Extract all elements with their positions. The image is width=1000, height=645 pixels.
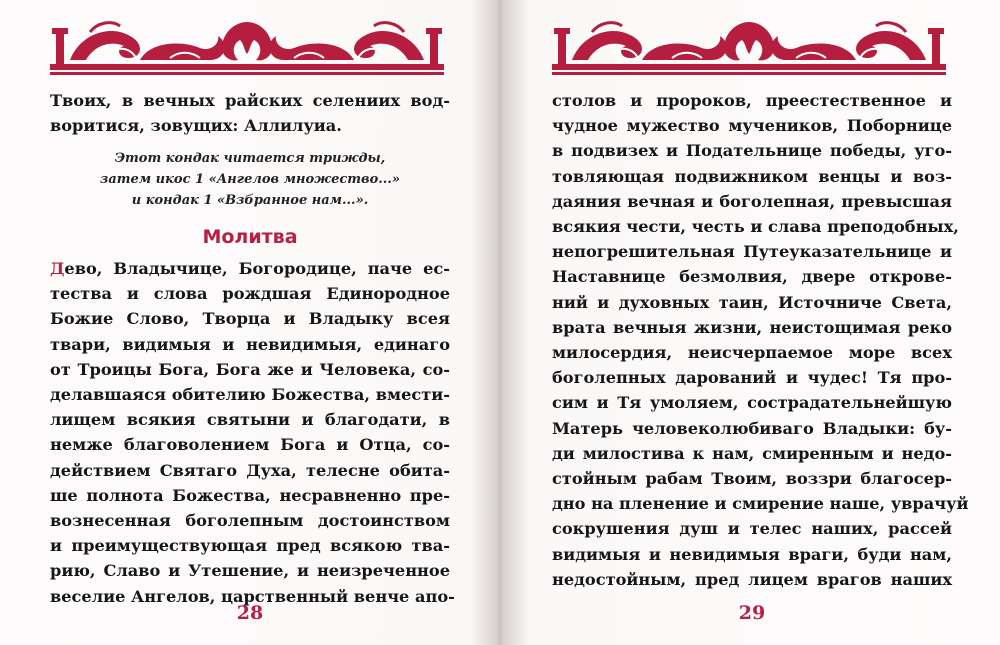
text-line: действием Святаго Духа, телесне обита- (50, 460, 450, 480)
text-line: непогрешительная Путеуказательнице и (552, 242, 952, 262)
text-line: Божие Слово, Творца и Владыку всея (50, 309, 450, 329)
drop-cap: Д (50, 259, 65, 278)
text-line: врата вечныя жизни, неистощимая реко (552, 317, 952, 337)
text-line: веселие Ангелов, царственный венче апо- (50, 586, 455, 606)
text-line: видимыя и невидимыя враги, буди нам, (552, 544, 952, 564)
note-line: и кондак 1 «Взбранное нам...». (131, 193, 369, 208)
text-line: делавшаяся обителию Божества, вмести- (50, 385, 450, 405)
text-line: ше полнота Божества, несравненно пре- (50, 485, 450, 505)
text-line: в подвизех и Подательнице победы, уго- (552, 141, 952, 161)
intro-paragraph (50, 88, 450, 138)
text-line: недостойным, пред лицем врагов наших (552, 569, 952, 589)
right-page (500, 0, 1000, 645)
text-line: твари, видимыя и невидимыя, единаго (50, 334, 450, 354)
text-line: Наставнице безмолвия, двере открове- (552, 267, 952, 287)
note-line: Этот кондак читается трижды, (114, 151, 386, 166)
text-line: от Троицы Бога, Бога же и Человека, со- (50, 359, 450, 379)
page-number: 29 (738, 602, 766, 624)
text-line: боголепных дарований и чудес! Тя про- (552, 368, 952, 388)
text-line: даяния вечная и боголепная, превысшая (552, 191, 952, 211)
text-line: ний и духовных таин, Источниче Света, (552, 292, 952, 312)
text-line: милосердия, неисчерпаемое море всех (552, 343, 952, 363)
text-line: дно на пленение и смирение наше, уврачуй (552, 494, 969, 514)
text-line: ди милостива к нам, смиренным и недо- (552, 443, 952, 463)
text-line: немже благоволением Бога и Отца, со- (50, 435, 450, 455)
text-line: чудное мужество мучеников, Поборнице (552, 116, 952, 136)
prayer-text-right (552, 88, 969, 592)
left-ornament-header (50, 14, 444, 78)
right-ornament-header (552, 14, 946, 78)
page-number: 28 (236, 602, 264, 624)
text-line: товляющая подвижником венцы и воз- (552, 166, 952, 186)
text-line: стойным рабам Твоим, воззри благосер- (552, 469, 952, 489)
text-line: вознесенная боголепным достоинством (50, 511, 450, 531)
text-line (50, 256, 450, 281)
text-line: сим и Тя умоляем, сострадательнейшую (552, 393, 952, 413)
text-line: всякия чести, честь и слава преподобных, (552, 217, 959, 237)
text-line: Твоих, в вечных райских селениих вод- (50, 91, 450, 110)
text-line: рию, Славо и Утешение, и неизреченное (50, 561, 450, 581)
first-line-rest: ево, Владычице, Богородице, паче ес- (64, 259, 450, 278)
text-line: сокрушения душ и телес наших, рассей (552, 519, 952, 539)
prayer-text-left (50, 256, 455, 609)
rubric-note (50, 148, 450, 211)
prayer-heading: Молитва (202, 226, 298, 248)
text-line: столов и пророков, преестественное и (552, 91, 952, 110)
text-line: воритися, зовущих: Аллилуиа. (50, 116, 342, 136)
text-line: и преимуществующая пред всякою тва- (50, 536, 450, 556)
text-line: Матерь человеколюбиваго Владыки: бу- (552, 418, 952, 438)
note-line: затем икос 1 «Ангелов множество...» (100, 172, 400, 187)
text-line: тества и слова рождшая Единородное (50, 284, 450, 304)
text-line: лищем всякия святыни и благодати, в (50, 410, 450, 430)
